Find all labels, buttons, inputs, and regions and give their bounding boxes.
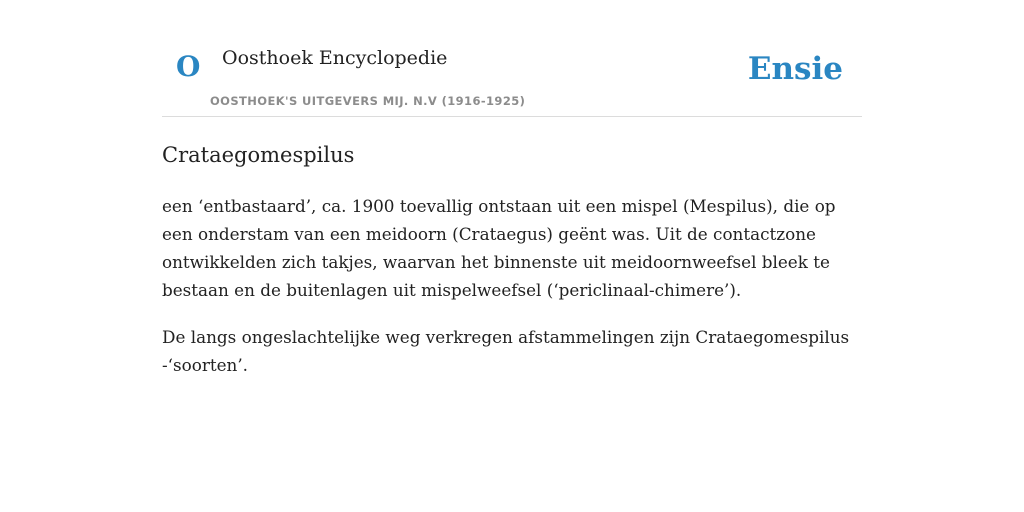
article-paragraph: De langs ongeslachtelijke weg verkregen afstammelingen zijn Crataegomespilus -‘soorten’. [162,327,850,375]
ensie-logo-link[interactable]: Ensie [747,51,843,87]
logo-mark[interactable]: O [176,50,201,83]
site-header [162,0,862,117]
article-title: Crataegomespilus [162,143,355,167]
publisher-label: OOSTHOEK'S UITGEVERS MIJ. N.V (1916-1925) [210,94,526,108]
site-name-link[interactable]: Oosthoek Encyclopedie [222,47,448,69]
article-paragraph: een ‘entbastaard’, ca. 1900 toevallig ontstaan uit een mispel (Mespilus), die op een onderstam van een meidoorn (Crataegus) geënt was. Uit de contactzone ontwikkelden zich takjes, waarvan het binnenste uit meidoornweefsel bleek te bestaan en de buitenlagen uit mispelweefsel (‘periclinaal-chimere’). [162,196,836,300]
article [162,140,862,379]
